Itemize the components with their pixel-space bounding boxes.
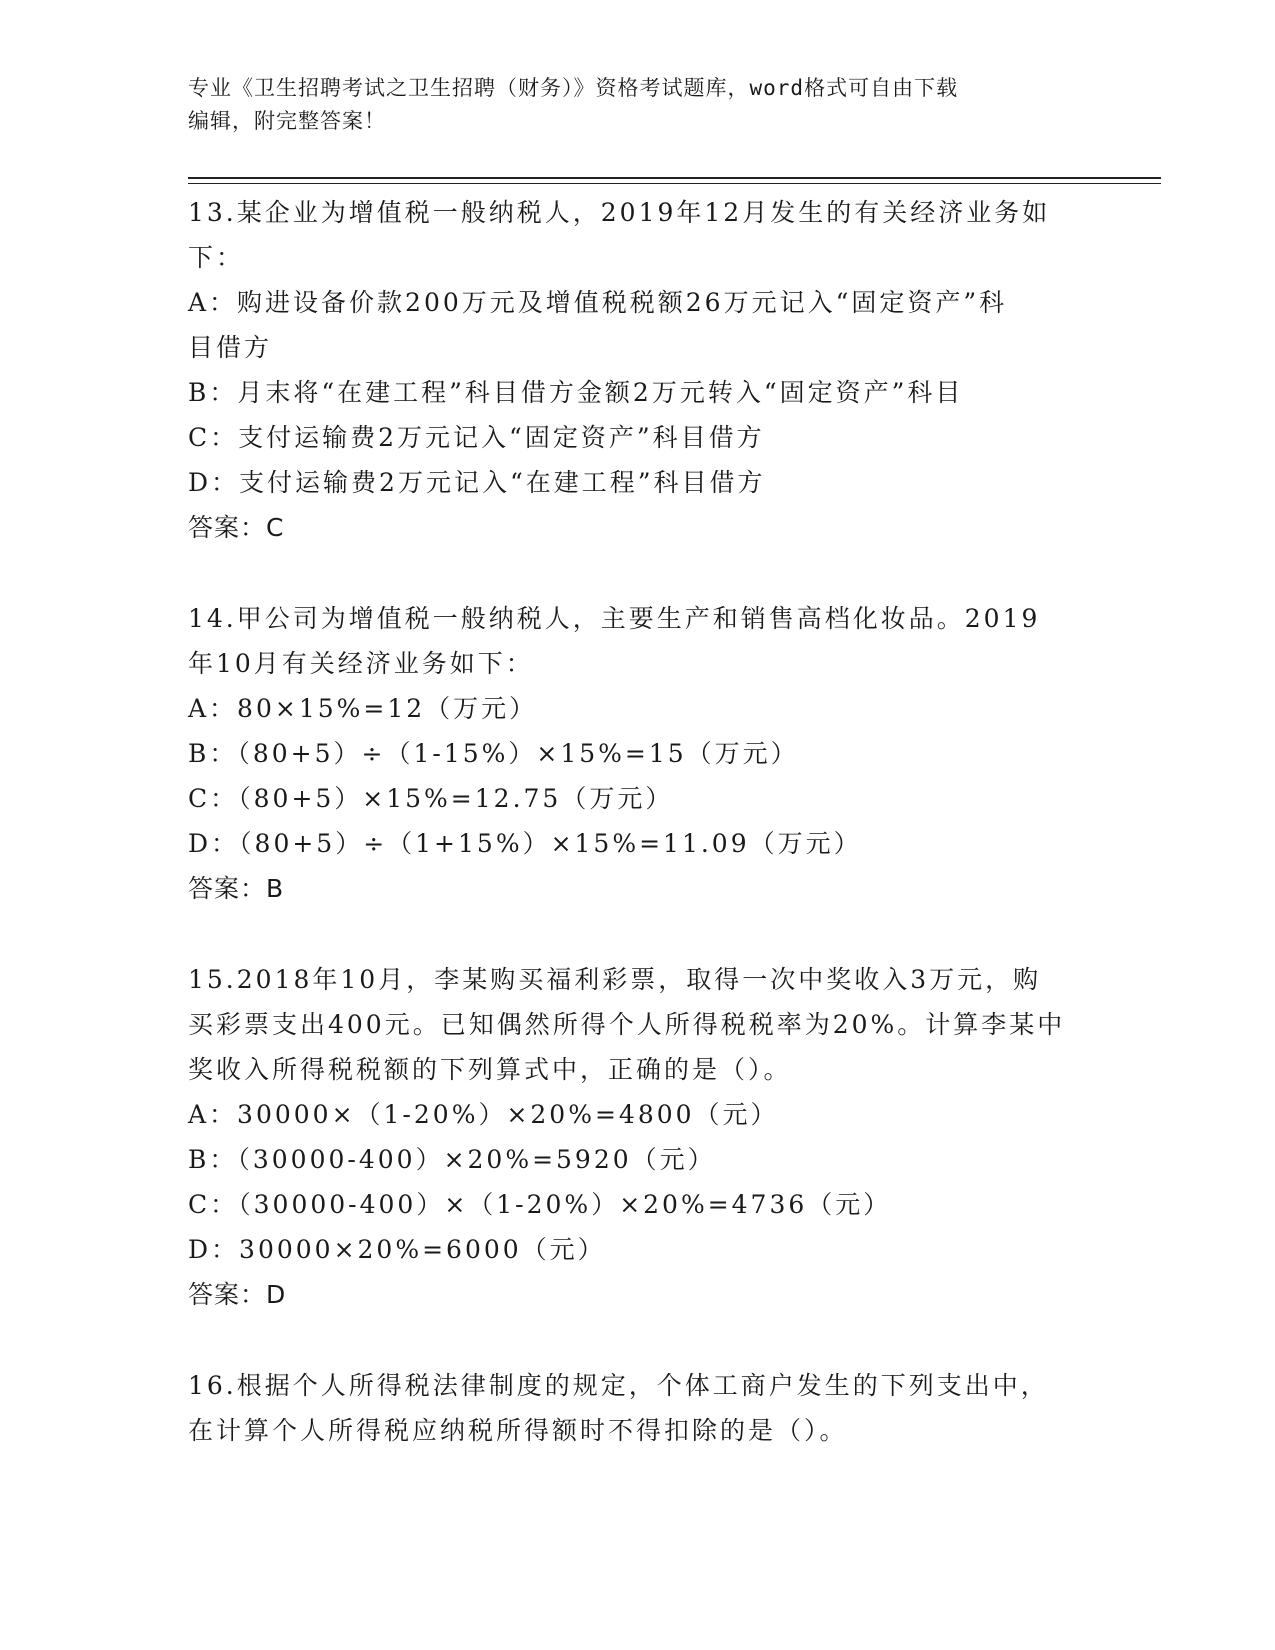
question-stem-line: 年10月有关经济业务如下： — [188, 649, 534, 678]
answer-line: 答案：C — [188, 513, 285, 542]
question-stem-line: 13.某企业为增值税一般纳税人，2019年12月发生的有关经济业务如 — [188, 198, 1051, 227]
header-line-2: 编辑，附完整答案！ — [188, 109, 386, 133]
question-stem-line: 奖收入所得税税额的下列算式中，正确的是（）。 — [188, 1055, 792, 1084]
option-d: D：支付运输费2万元记入“在建工程”科目借方 — [188, 468, 766, 497]
header-divider-thick — [188, 177, 1161, 179]
question-stem-line: 在计算个人所得税应纳税所得额时不得扣除的是（）。 — [188, 1416, 848, 1445]
answer-line: 答案：B — [188, 874, 285, 903]
question-16 — [188, 1363, 1088, 1453]
option-b: B：月末将“在建工程”科目借方金额2万元转入“固定资产”科目 — [188, 378, 964, 407]
question-stem-line: 15.2018年10月，李某购买福利彩票，取得一次中奖收入3万元，购 — [188, 965, 1042, 994]
option-a: A：80×15%=12（万元） — [188, 694, 538, 723]
option-a: A：购进设备价款200万元及增值税税额26万元记入“固定资产”科 — [188, 288, 1008, 317]
question-13 — [188, 190, 1088, 550]
option-c: C：（30000-400）×（1-20%）×20%=4736（元） — [188, 1190, 892, 1219]
question-list — [188, 190, 1088, 1499]
option-b: B：（80+5）÷（1-15%）×15%=15（万元） — [188, 739, 799, 768]
option-c: C：（80+5）×15%=12.75（万元） — [188, 784, 674, 813]
header-divider-thin — [188, 183, 1161, 184]
question-stem-line: 下： — [188, 243, 245, 272]
question-15 — [188, 957, 1088, 1317]
question-stem-line: 16.根据个人所得税法律制度的规定，个体工商户发生的下列支出中， — [188, 1371, 1049, 1400]
option-d: D：（80+5）÷（1+15%）×15%=11.09（万元） — [188, 829, 862, 858]
option-a-continued: 目借方 — [188, 333, 273, 362]
option-d: D：30000×20%=6000（元） — [188, 1235, 606, 1264]
question-stem-line: 14.甲公司为增值税一般纳税人，主要生产和销售高档化妆品。2019 — [188, 604, 1041, 633]
option-b: B：（30000-400）×20%=5920（元） — [188, 1145, 716, 1174]
document-header — [188, 72, 1088, 138]
header-line-1: 专业《卫生招聘考试之卫生招聘（财务）》资格考试题库，word格式可自由下载 — [188, 76, 959, 100]
option-c: C：支付运输费2万元记入“固定资产”科目借方 — [188, 423, 765, 452]
option-a: A：30000×（1-20%）×20%=4800（元） — [188, 1100, 779, 1129]
answer-line: 答案：D — [188, 1280, 287, 1309]
question-14 — [188, 596, 1088, 911]
question-stem-line: 买彩票支出400元。已知偶然所得个人所得税税率为20%。计算李某中 — [188, 1010, 1066, 1039]
